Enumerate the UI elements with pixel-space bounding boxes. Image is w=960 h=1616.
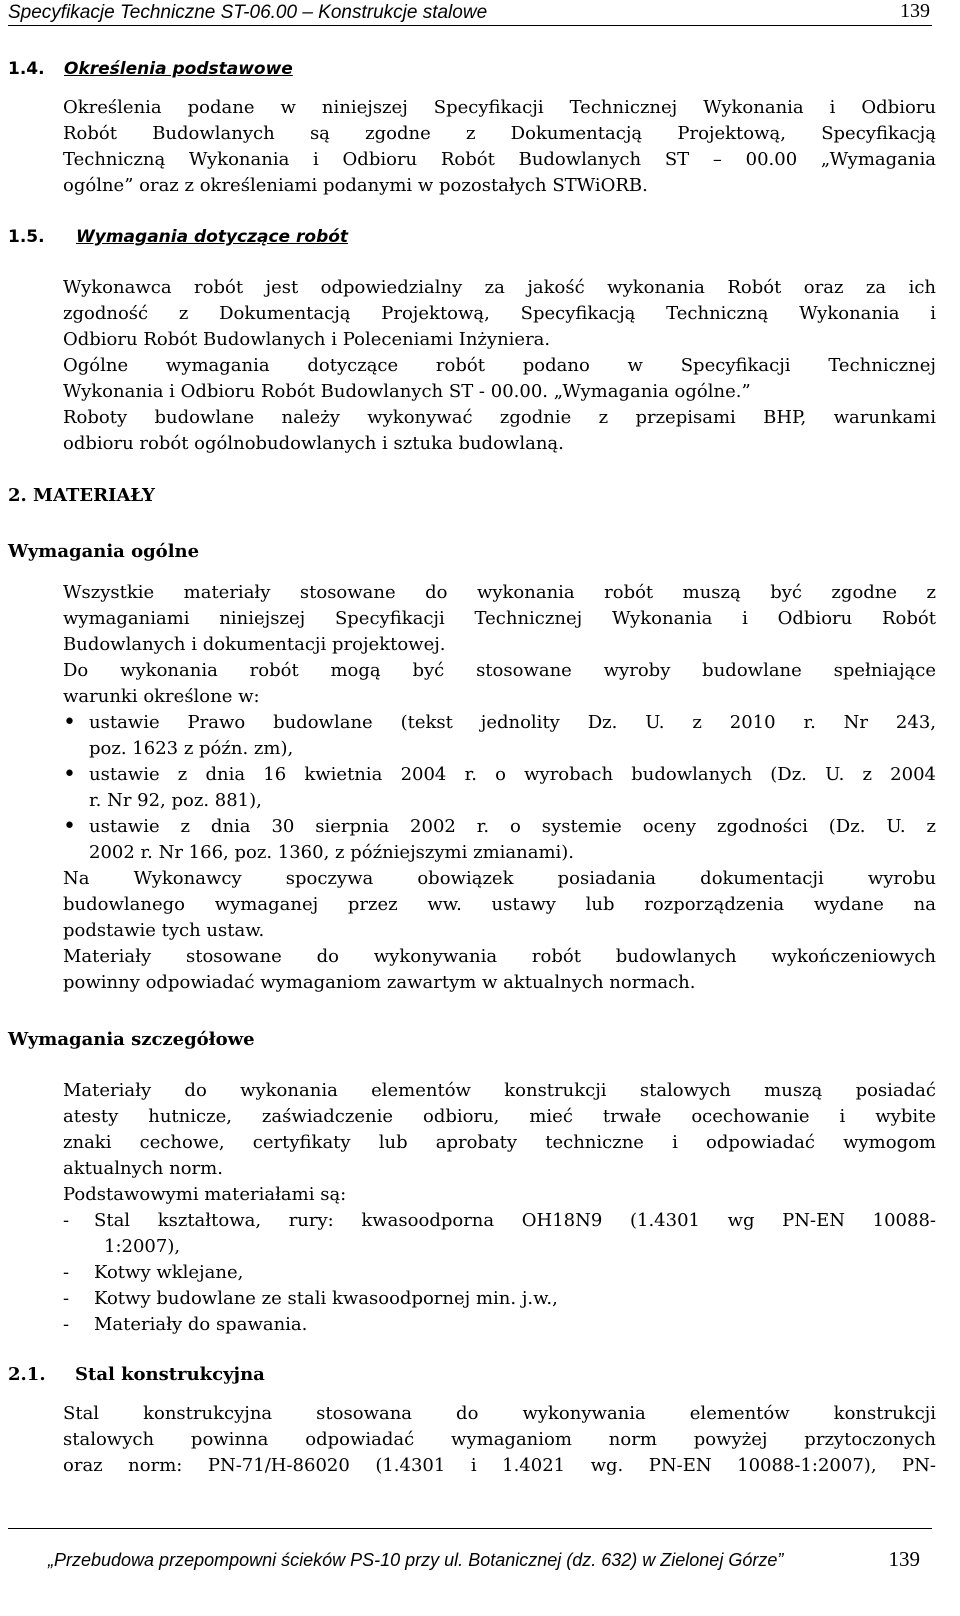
section-title: Wymagania dotyczące robót	[76, 227, 349, 247]
text-line: Podstawowymi materiałami są:	[63, 1184, 347, 1205]
text-line: Stal konstrukcyjna stosowana do wykonywania elementów konstrukcji	[63, 1403, 936, 1424]
text-line: Wszystkie materiały stosowane do wykonania robót muszą być zgodne z	[63, 582, 936, 603]
text-line: powinny odpowiadać wymaganiom zawartym w aktualnych normach.	[63, 972, 696, 993]
section-title: Określenia podstawowe	[64, 59, 293, 79]
text-line: 2002 r. Nr 166, poz. 1360, z późniejszymi zmianami).	[89, 842, 575, 863]
section-heading-1-5	[8, 227, 348, 247]
text-line: Na Wykonawcy spoczywa obowiązek posiadania dokumentacji wyrobu	[63, 868, 936, 889]
text-line: Określenia podane w niniejszej Specyfikacji Technicznej Wykonania i Odbioru	[63, 97, 936, 118]
text-line: r. Nr 92, poz. 881),	[89, 790, 262, 811]
text-line: stalowych powinna odpowiadać wymaganiom norm powyżej przytoczonych	[63, 1429, 936, 1450]
paragraph-contractor-responsibility	[63, 275, 936, 457]
list-item: - Stal kształtowa, rury: kwasoodporna OH18N9 (1.4301 wg PN-EN 10088- 1:2007),	[63, 1208, 936, 1260]
section-number: 1.5.	[8, 227, 45, 247]
text-line: Techniczną Wykonania i Odbioru Robót Budowlanych ST – 00.00 „Wymagania	[63, 149, 936, 170]
section-title: Stal konstrukcyjna	[75, 1364, 265, 1385]
list-item: - Materiały do spawania.	[63, 1312, 936, 1338]
section-heading-1-4	[8, 59, 293, 79]
text-line: znaki cechowe, certyfikaty lub aprobaty techniczne i odpowiadać wymogom	[63, 1132, 936, 1153]
paragraph-steel-elements	[63, 1078, 936, 1208]
text-line: poz. 1623 z późn. zm),	[89, 738, 294, 759]
text-line: Wykonania i Odbioru Robót Budowlanych ST - 00.00. „Wymagania ogólne.”	[63, 381, 751, 402]
text-line: warunki określone w:	[63, 686, 260, 707]
text-line: Kotwy wklejane,	[94, 1262, 244, 1283]
text-line: Stal kształtowa, rury: kwasoodporna OH18N9 (1.4301 wg PN-EN 10088-	[94, 1210, 936, 1231]
list-item: - Kotwy wklejane,	[63, 1260, 936, 1286]
text-line: Materiały stosowane do wykonywania robót budowlanych wykończeniowych	[63, 946, 936, 967]
text-line: ogólne” oraz z określeniami podanymi w pozostałych STWiORB.	[63, 175, 648, 196]
text-line: Materiały do wykonania elementów konstrukcji stalowych muszą posiadać	[63, 1080, 936, 1101]
text-line: • ustawie z dnia 16 kwietnia 2004 r. o wyrobach budowlanych (Dz. U. z 2004	[89, 764, 936, 785]
page-header	[8, 0, 932, 26]
text-line: 1:2007),	[104, 1236, 181, 1257]
text-line: oraz norm: PN-71/H-86020 (1.4301 i 1.4021 wg. PN-EN 10088-1:2007), PN-	[63, 1455, 936, 1476]
list-item	[63, 762, 936, 814]
text-line: Materiały do spawania.	[94, 1314, 308, 1335]
text-line: atesty hutnicze, zaświadczenie odbioru, mieć trwałe ocechowanie i wybite	[63, 1106, 936, 1127]
text-line: budowlanego wymaganej przez ww. ustawy lub rozporządzenia wydane na	[63, 894, 936, 915]
section-number: 2.1.	[8, 1364, 46, 1385]
paragraph-materials-general	[63, 580, 936, 710]
list-item: - Kotwy budowlane ze stali kwasoodpornej min. j.w.,	[63, 1286, 936, 1312]
text-line: • ustawie z dnia 30 sierpnia 2002 r. o systemie oceny zgodności (Dz. U. z	[89, 816, 936, 837]
list-item	[63, 814, 936, 866]
text-line: podstawie tych ustaw.	[63, 920, 265, 941]
text-line: Robót Budowlanych są zgodne z Dokumentacją Projektową, Specyfikacją	[63, 123, 936, 144]
page-footer	[8, 1528, 932, 1616]
bullet-list-regulations	[63, 710, 936, 866]
header-page-number: 139	[900, 0, 930, 22]
footer-page-number: 139	[888, 1547, 920, 1571]
text-line: Odbioru Robót Budowlanych i Poleceniami Inżyniera.	[63, 329, 551, 350]
text-line: zgodność z Dokumentacją Projektową, Specyfikacją Techniczną Wykonania i	[63, 303, 936, 324]
header-title: Specyfikacje Techniczne ST-06.00 – Konstrukcje stalowe	[8, 2, 488, 23]
paragraph-definitions	[63, 95, 936, 199]
subheading-detailed-requirements: Wymagania szczegółowe	[8, 1029, 255, 1050]
section-heading-2-1	[8, 1364, 265, 1385]
list-item	[63, 710, 936, 762]
chapter-heading-materials: 2. MATERIAŁY	[8, 485, 155, 506]
text-line: Roboty budowlane należy wykonywać zgodnie z przepisami BHP, warunkami	[63, 407, 936, 428]
text-line: odbioru robót ogólnobudowlanych i sztuka budowlaną.	[63, 433, 564, 454]
subheading-general-requirements: Wymagania ogólne	[8, 541, 200, 562]
text-line: • ustawie Prawo budowlane (tekst jednolity Dz. U. z 2010 r. Nr 243,	[89, 712, 936, 733]
text-line: wymaganiami niniejszej Specyfikacji Technicznej Wykonania i Odbioru Robót	[63, 608, 936, 629]
text-line: Wykonawca robót jest odpowiedzialny za jakość wykonania Robót oraz za ich	[63, 277, 936, 298]
text-line: Budowlanych i dokumentacji projektowej.	[63, 634, 446, 655]
footer-divider	[8, 1528, 932, 1529]
paragraph-documentation-obligation	[63, 866, 936, 996]
paragraph-structural-steel	[63, 1401, 936, 1479]
text-line: Kotwy budowlane ze stali kwasoodpornej min. j.w.,	[94, 1288, 558, 1309]
footer-project-title: „Przebudowa przepompowni ścieków PS-10 przy ul. Botanicznej (dz. 632) w Zielonej Górze”	[48, 1550, 784, 1570]
section-number: 1.4.	[8, 59, 45, 79]
text-line: Do wykonania robót mogą być stosowane wyroby budowlane spełniające	[63, 660, 936, 681]
text-line: aktualnych norm.	[63, 1158, 223, 1179]
text-line: Ogólne wymagania dotyczące robót podano w Specyfikacji Technicznej	[63, 355, 936, 376]
dash-list-materials	[63, 1208, 936, 1338]
